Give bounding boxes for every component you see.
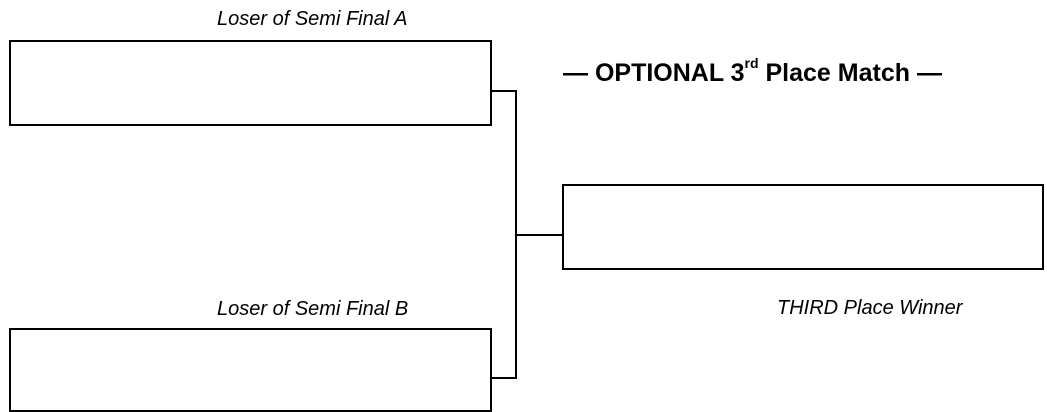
slot-b-label: Loser of Semi Final B	[217, 298, 409, 320]
slot-a-label: Loser of Semi Final A	[217, 8, 408, 30]
title-ordinal-suffix: rd	[744, 54, 759, 71]
connector-b-horizontal	[490, 377, 517, 379]
slot-b-box	[9, 328, 492, 412]
winner-box	[562, 184, 1044, 270]
title-rest: Place Match	[765, 59, 910, 87]
title-dash-right: —	[916, 59, 942, 87]
title-dash-left: —	[563, 59, 588, 87]
title-number: 3	[730, 59, 745, 87]
match-title	[563, 54, 942, 88]
connector-a-horizontal	[490, 90, 517, 92]
connector-to-winner	[515, 234, 564, 236]
slot-a-box	[9, 40, 492, 126]
title-optional: OPTIONAL	[594, 59, 724, 87]
winner-label: THIRD Place Winner	[777, 297, 963, 319]
